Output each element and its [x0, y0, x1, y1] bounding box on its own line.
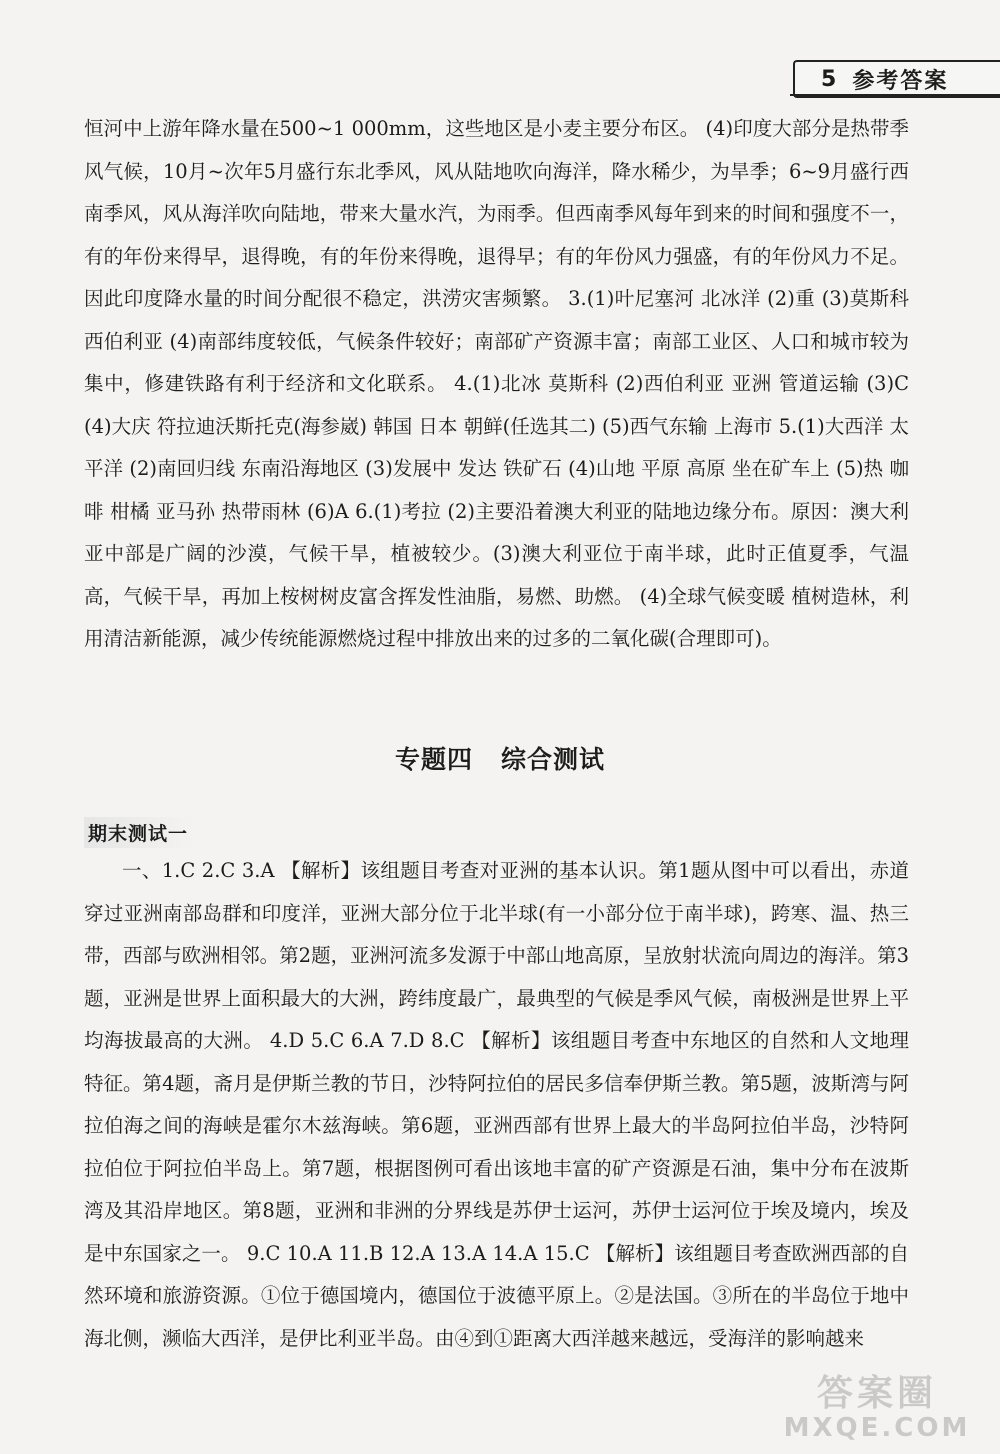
- answer-text-top: 恒河中上游年降水量在500~1 000mm，这些地区是小麦主要分布区。 (4)印度大部分是热带季风气候，10月~次年5月盛行东北季风，风从陆地吹向海洋，降水稀少，为旱季；6~9月盛行西南季风，风从海洋吹向陆地，带来大量水汽，为雨季。但西南季风每年到来的时间和强度不一，有的年份来得早，退得晚，有的年份来得晚，退得早；有的年份风力强盛，有的年份风力不足。因此印度降水量的时间分配很不稳定，洪涝灾害频繁。 3.(1)叶尼塞河 北冰洋 (2)重 (3)莫斯科 西伯利亚 (4)南部纬度较低，气候条件较好；南部矿产资源丰富；南部工业区、人口和城市较为集中，修建铁路有利于经济和文化联系。 4.(1)北冰 莫斯科 (2)西伯利亚 亚洲 管道运输 (3)C (4)大庆 符拉迪沃斯托克(海参崴) 韩国 日本 朝鲜(任选其二) (5)西气东输 上海市 5.(1)大西洋 太平洋 (2)南回归线 东南沿海地区 (3)发展中 发达 铁矿石 (4)山地 平原 高原 坐在矿车上 (5)热 咖啡 柑橘 亚马孙 热带雨林 (6)A 6.(1)考拉 (2)主要沿着澳大利亚的陆地边缘分布。原因：澳大利亚中部是广阔的沙漠，气候干旱，植被较少。(3)澳大利亚位于南半球，此时正值夏季，气温高，气候干旱，再加上桉树树皮富含挥发性油脂，易燃、助燃。 (4)全球气候变暖 植树造林，利用清洁新能源，减少传统能源燃烧过程中排放出来的过多的二氧化碳(合理即可)。: [84, 117, 909, 650]
- section-title: [0, 740, 1000, 776]
- section-part: 专题四: [394, 745, 473, 774]
- header-title: 参考答案: [852, 68, 949, 94]
- answer-text-bottom: 一、1.C 2.C 3.A 【解析】该组题目考查对亚洲的基本认识。第1题从图中可以看出，赤道穿过亚洲南部岛群和印度洋，亚洲大部分位于北半球(有一小部分位于南半球)，跨寒、温、热三带，西部与欧洲相邻。第2题，亚洲河流多发源于中部山地高原，呈放射状流向周边的海洋。第3题，亚洲是世界上面积最大的大洲，跨纬度最广，最典型的气候是季风气候，南极洲是世界上平均海拔最高的大洲。 4.D 5.C 6.A 7.D 8.C 【解析】该组题目考查中东地区的自然和人文地理特征。第4题，斋月是伊斯兰教的节日，沙特阿拉伯的居民多信奉伊斯兰教。第5题，波斯湾与阿拉伯海之间的海峡是霍尔木兹海峡。第6题，亚洲西部有世界上最大的半岛阿拉伯半岛，沙特阿拉伯位于阿拉伯半岛上。第7题，根据图例可看出该地丰富的矿产资源是石油，集中分布在波斯湾及其沿岸地区。第8题，亚洲和非洲的分界线是苏伊士运河，苏伊士运河位于埃及境内，埃及是中东国家之一。 9.C 10.A 11.B 12.A 13.A 14.A 15.C 【解析】该组题目考查欧洲西部的自然环境和旅游资源。①位于德国境内，德国位于波德平原上。②是法国。③所在的半岛位于地中海北侧，濒临大西洋，是伊比利亚半岛。由④到①距离大西洋越来越远，受海洋的影响越来: [84, 859, 909, 1350]
- watermark-line2: MXQE.COM: [783, 1413, 971, 1443]
- watermark-logo: [772, 1374, 982, 1444]
- watermark-line1: 答案圈: [816, 1373, 937, 1414]
- header-rule: [790, 94, 1000, 96]
- subsection-label: 期末测试一: [84, 817, 194, 848]
- page-number: 5: [821, 66, 837, 92]
- section-name: 综合测试: [501, 745, 606, 774]
- page-header-tab: [793, 60, 1000, 98]
